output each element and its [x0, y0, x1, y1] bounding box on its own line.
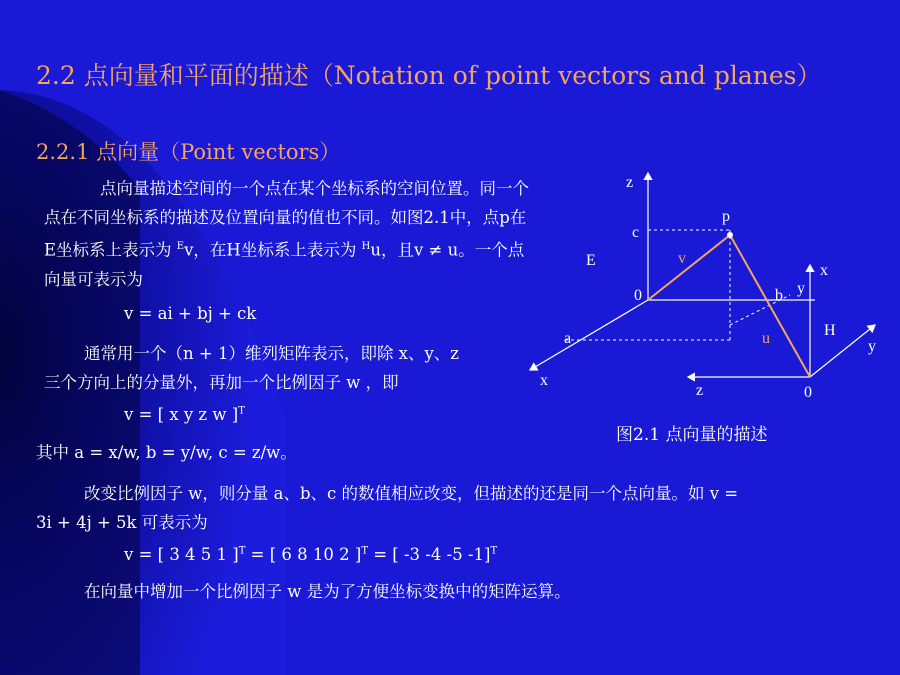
equation-column-matrix: v = [ x y z w ]$^T$ — [124, 405, 245, 424]
label-c: c — [632, 224, 640, 241]
label-z-bottom: z — [696, 382, 704, 399]
vector-u — [730, 235, 810, 377]
label-a: a — [564, 330, 572, 347]
figure-caption: 图2.1 点向量的描述 — [616, 425, 768, 445]
paragraph-conclusion: 在向量中增加一个比例因子 w 是为了方便坐标变换中的矩阵运算。 — [84, 582, 571, 601]
equation-equivalent-vectors: v = [ 3 4 5 1 ]$^T$ = [ 6 8 10 2 ]$^T$ = [ -3 -4 -5 -1]$^T$ — [124, 545, 498, 564]
label-E: E — [586, 252, 596, 269]
paragraph-matrix-1: 通常用一个（n + 1）维列矩阵表示，即除 x、y、z — [84, 344, 460, 363]
label-origin-E: 0 — [634, 287, 642, 304]
e-axis-x — [530, 300, 648, 370]
paragraph-scale-1: 改变比例因子 w，则分量 a、b、c 的数值相应改变，但描述的还是同一个点向量。如 v = — [84, 484, 739, 503]
label-u: u — [762, 330, 770, 347]
point-p — [727, 232, 733, 238]
section-heading: 2.2.1 点向量（Point vectors） — [36, 140, 341, 164]
label-y2: y — [868, 338, 876, 355]
label-z-top: z — [626, 174, 634, 191]
label-b: b — [775, 287, 783, 304]
label-x-left: x — [540, 372, 548, 389]
label-v: v — [678, 250, 686, 267]
label-origin-H: 0 — [804, 384, 812, 401]
paragraph-matrix-2: 三个方向上的分量外，再加一个比例因子 w ，即 — [44, 373, 399, 392]
paragraph-ratios: 其中 a = x/w, b = y/w, c = z/w。 — [36, 443, 297, 462]
h-axis-y — [810, 325, 875, 377]
page-title: 2.2 点向量和平面的描述（Notation of point vectors and planes） — [36, 61, 822, 90]
figure-point-vector-diagram — [520, 165, 900, 425]
paragraph-scale-2: 3i + 4j + 5k 可表示为 — [36, 513, 208, 532]
vector-v — [648, 235, 730, 300]
label-p: p — [722, 208, 730, 225]
label-H: H — [824, 322, 836, 339]
label-x-right: x — [820, 262, 828, 279]
intro-paragraph: 点向量描述空间的一个点在某个坐标系的空间位置。同一个点在不同坐标系的描述及位置向量的值也不同。如图2.1中，点p在E坐标系上表示为 $^E$v，在H坐标系上表示为 $^H$u，且v ≠ u。一个点向量可表示为 — [44, 179, 529, 289]
projection-lines — [565, 230, 790, 340]
label-y1: y — [797, 280, 805, 297]
equation-vector-components: v = ai + bj + ck — [124, 304, 257, 323]
